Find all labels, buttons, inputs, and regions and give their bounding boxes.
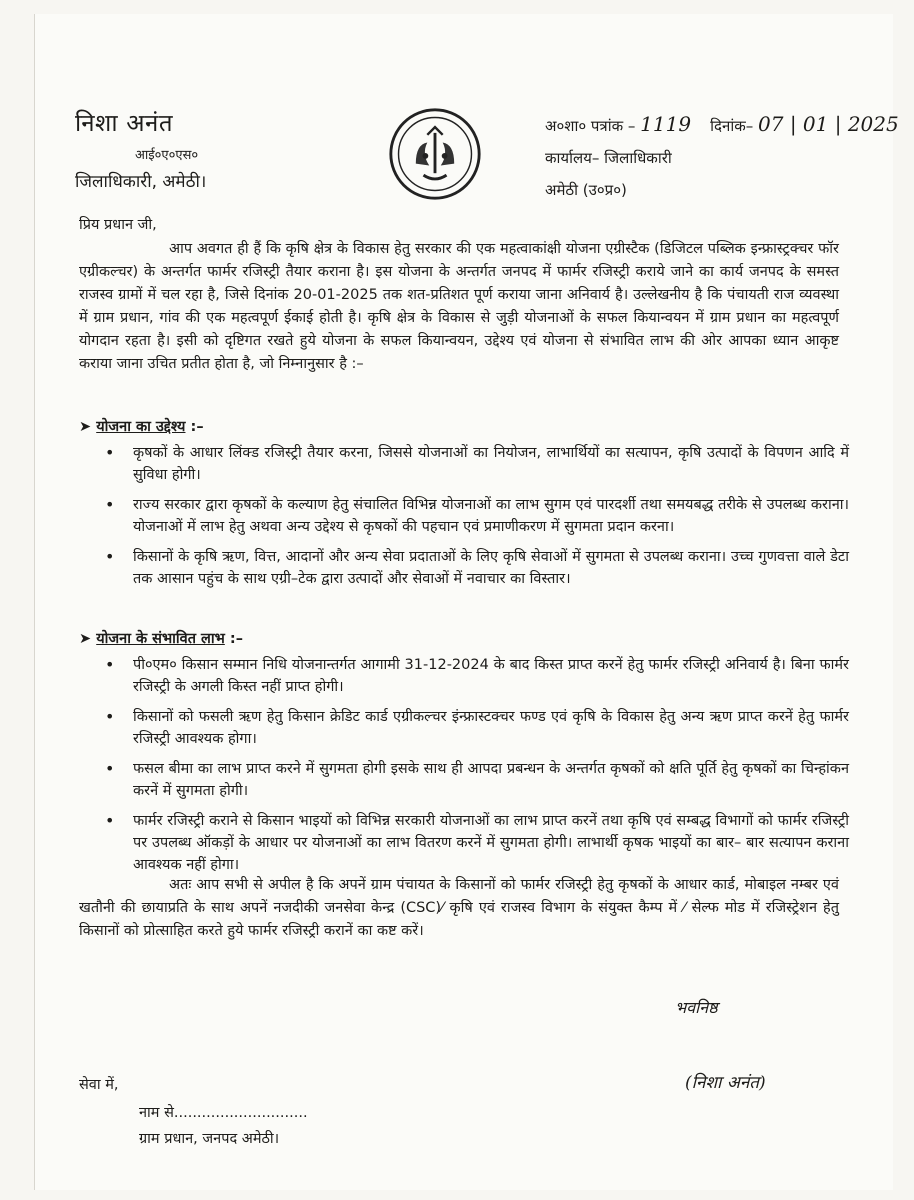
signature-block: [675, 996, 766, 1093]
salutation: प्रिय प्रधान जी,: [79, 217, 157, 233]
up-government-emblem-icon: [387, 106, 483, 202]
list-item: • फसल बीमा का लाभ प्राप्त करने में सुगमता होगी इसके साथ ही आपदा प्रबन्धन के अन्तर्गत कृषकों को क्षति पूर्ति हेतु कृषकों का चिन्हांकन करनें में सुगमता होगी।: [79, 758, 849, 802]
benefits-list: [79, 654, 849, 884]
objectives-heading: [79, 416, 204, 436]
valediction: भवनिष्ठ: [675, 998, 718, 1017]
letter-number-label: अ०शा० पत्रांक –: [545, 117, 636, 135]
objectives-heading-text: योजना का उद्देश्य: [96, 419, 186, 435]
officer-name: निशा अनंत: [75, 109, 174, 137]
sender-block: [75, 106, 206, 192]
addressee-block: [79, 1074, 308, 1150]
letter-date: 07 | 01 | 2025: [758, 112, 899, 136]
benefits-heading-text: योजना के संभावित लाभ: [96, 631, 225, 647]
office-district: अमेठी (उ०प्र०): [545, 181, 627, 199]
closing-paragraph: अतः आप सभी से अपील है कि अपनें ग्राम पंचायत के किसानों को फार्मर रजिस्ट्री हेतु कृषकों के आधार कार्ड, मोबाइल नम्बर एवं खतौनी की छायाप्रति के साथ अपनें नजदीकी जनसेवा केन्द्र (CSC)⁄ कृषि एवं राजस्व विभाग के संयुक्त कैम्प में ⁄ सेल्फ मोड में रजिस्ट्रेशन हेतु किसानों को प्रोत्साहित करते हुये फार्मर रजिस्ट्री करानें का कष्ट करें।: [79, 877, 839, 939]
objectives-list: [79, 442, 849, 598]
reference-line: [545, 112, 899, 136]
arrow-bullet-icon: ➤: [79, 419, 92, 435]
list-item: • किसानों के कृषि ऋण, वित्त, आदानों और अन्य सेवा प्रदाताओं के लिए कृषि सेवाओं में सुगमता से उपलब्ध कराना। उच्च गुणवत्ता वाले डेटा तक आसान पहुंच के साथ एग्री–टेक द्वारा उत्पादों और सेवाओं में नवाचार का विस्तार।: [79, 546, 849, 590]
benefits-heading: [79, 628, 243, 648]
list-item: • पी०एम० किसान सम्मान निधि योजनान्तर्गत आगामी 31-12-2024 के बाद किस्त प्राप्त करनें हेतु फार्मर रजिस्ट्री अनिवार्य है। बिना फार्मर रजिस्ट्री के अगली किस्त नहीं प्राप्त होगी।: [79, 654, 849, 698]
addressee-recipient: ग्राम प्रधान, जनपद अमेठी।: [139, 1131, 280, 1147]
heading-suffix: :–: [190, 419, 204, 435]
arrow-bullet-icon: ➤: [79, 631, 92, 647]
to-label: सेवा में,: [79, 1077, 119, 1093]
officer-service: आई०ए०एस०: [135, 148, 199, 163]
list-item: • फार्मर रजिस्ट्री कराने से किसान भाइयों को विभिन्न सरकारी योजनाओं का लाभ प्राप्त करनें तथा कृषि एवं सम्बद्ध विभागों को फार्मर रजिस्ट्री पर उपलब्ध ऑकड़ों के आधार पर योजनाओं का लाभ वितरण करनें में सुगमता होगी। लाभार्थी कृषक भाइयों का बार– बार सत्यापन कराना आवश्यक नहीं होगा।: [79, 810, 849, 876]
addressee-name-line: नाम से.............................: [139, 1105, 308, 1121]
heading-suffix: :–: [229, 631, 243, 647]
intro-paragraph: आप अवगत ही हैं कि कृषि क्षेत्र के विकास हेतु सरकार की एक महत्वाकांक्षी योजना एग्रीस्टैक (डिजिटल पब्लिक इन्फ्रास्ट्रक्चर फॉर एग्रीकल्चर) के अन्तर्गत फार्मर रजिस्ट्री तैयार कराना है। इस योजना के अन्तर्गत जनपद में फार्मर रजिस्ट्री कराये जाने का कार्य जनपद के समस्त राजस्व ग्रामों में चल रहा है, जिसे दिनांक 20-01-2025 तक शत-प्रतिशत पूर्ण कराया जाना अनिवार्य है। उल्लेखनीय है कि पंचायती राज व्यवस्था में ग्राम प्रधान, गांव की एक महत्वपूर्ण ईकाई होती है। कृषि क्षेत्र के विकास से जुड़ी योजनाओं के सफल कियान्वयन में ग्राम प्रधान का महत्वपूर्ण योगदान रहता है। इसी को दृष्टिगत रखते हुये योजना के सफल कियान्वयन, उद्देश्य एवं योजना से संभावित लाभ की ओर आपका ध्यान आकृष्ट कराया जाना उचित प्रतीत होता है, जो निम्नानुसार है :–: [79, 241, 839, 372]
signatory-name: (निशा अनंत): [685, 1073, 766, 1093]
letter-page: [34, 14, 899, 1190]
date-label: दिनांक–: [710, 117, 754, 135]
reference-block: [545, 112, 899, 200]
list-item: • किसानों को फसली ऋण हेतु किसान क्रेडिट कार्ड एग्रीकल्चर इंन्फ्रास्टक्चर फण्ड एवं कृषि के विकास हेतु अन्य ऋण प्राप्त करनें हेतु फार्मर रजिस्ट्री आवश्यक होगा।: [79, 706, 849, 750]
list-item: • कृषकों के आधार लिंक्ड रजिस्ट्री तैयार करना, जिससे योजनाओं का नियोजन, लाभार्थियों का सत्यापन, कृषि उत्पादों के विपणन आदि में सुविधा होगी।: [79, 442, 849, 486]
list-item: • राज्य सरकार द्वारा कृषकों के कल्याण हेतु संचालित विभिन्न योजनाओं का लाभ सुगम एवं पारदर्शी तथा समयबद्ध तरीके से उपलब्ध कराना। योजनाओं में लाभ हेतु अथवा अन्य उद्देश्य से कृषकों की पहचान एवं प्रमाणीकरण में सुगमता प्रदान करना।: [79, 494, 849, 538]
letter-number: 1119: [640, 112, 692, 136]
office-name: कार्यालय– जिलाधिकारी: [545, 149, 672, 167]
officer-designation: जिलाधिकारी, अमेठी।: [75, 172, 207, 192]
